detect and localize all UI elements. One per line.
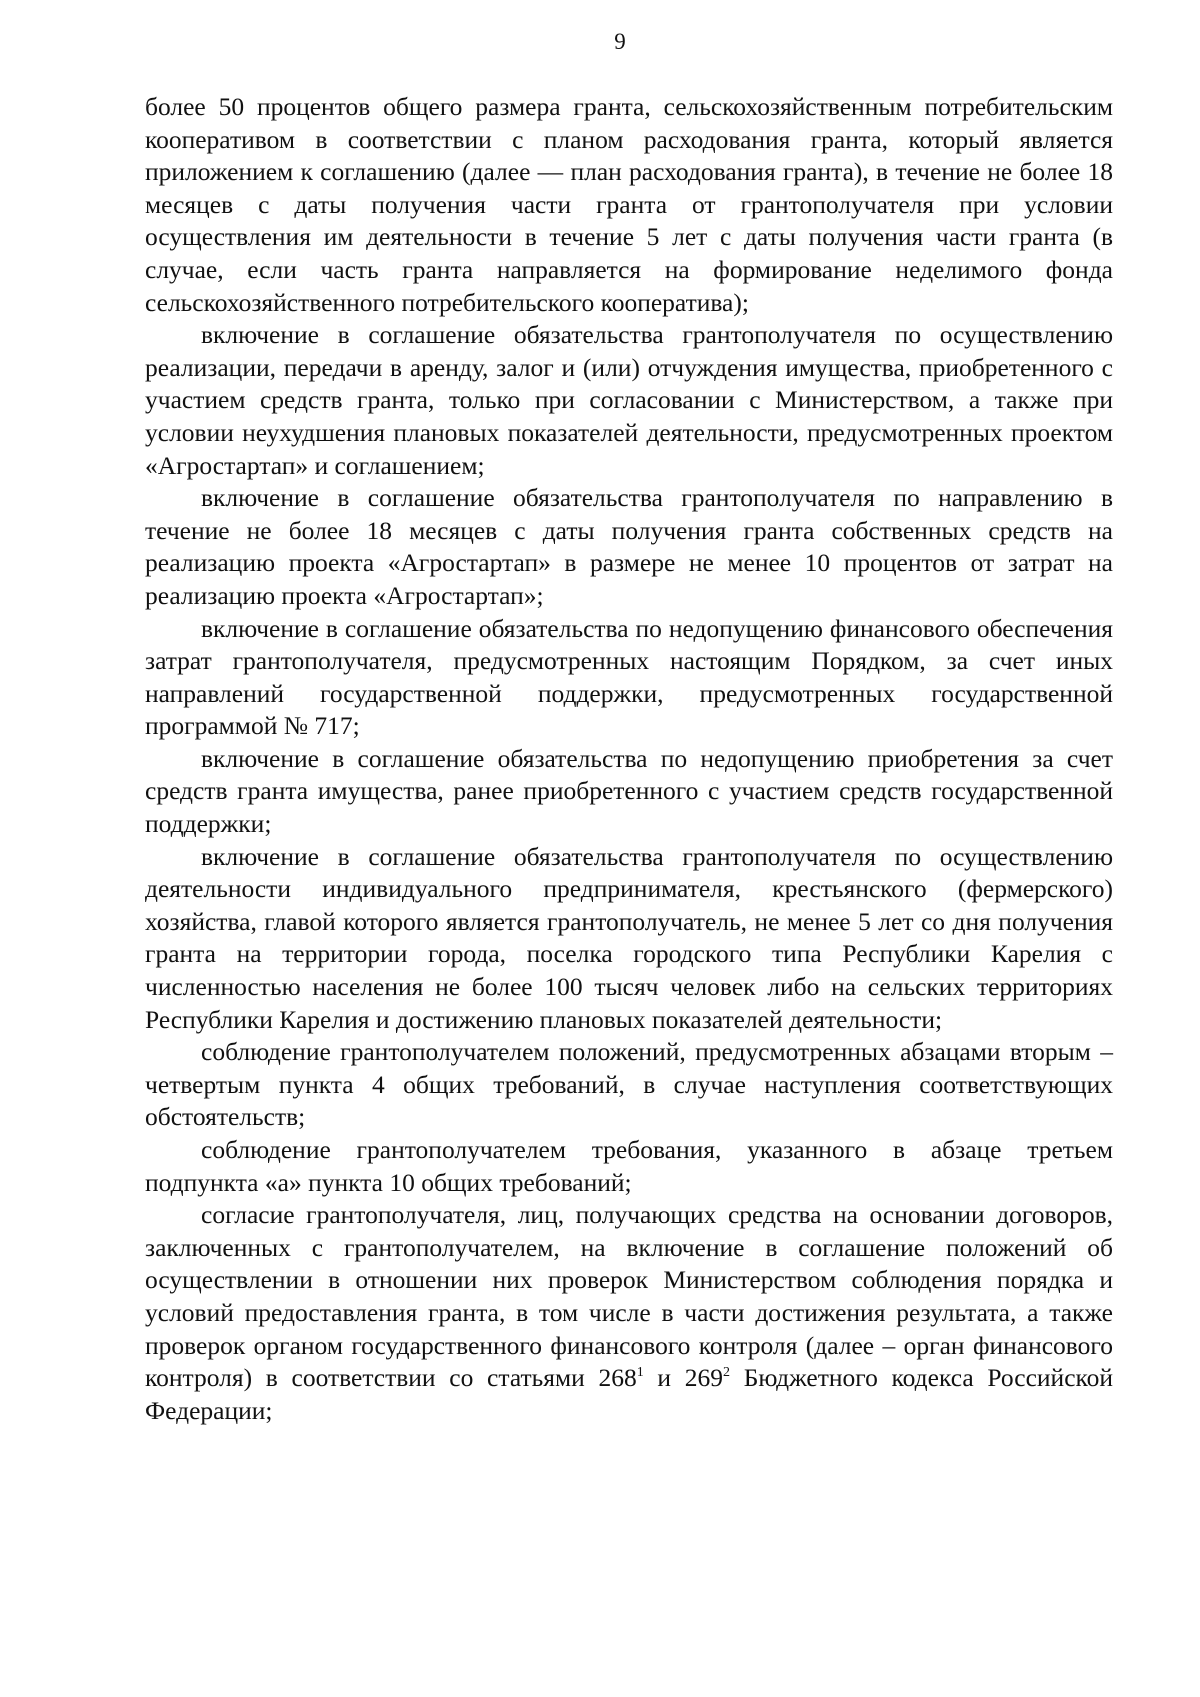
paragraph-3: включение в соглашение обязательства грантополучателя по направлению в течение не более 18 месяцев с даты получения гранта собственных средств на реализацию проекта «Агростартап» в размере не менее 10 процентов от затрат на реализацию проекта «Агростартап»; xyxy=(145,483,1113,610)
paragraph-2: включение в соглашение обязательства грантополучателя по осуществлению реализации, передачи в аренду, залог и (или) отчуждения имущества, приобретенного с участием средств гранта, только при согласовании с Министерством, а также при условии неухудшения плановых показателей деятельности, предусмотренных проектом «Агростартап» и соглашением; xyxy=(145,320,1113,480)
paragraph-5: включение в соглашение обязательства по недопущению приобретения за счет средств гранта имущества, ранее приобретенного с участием средств государственной поддержки; xyxy=(145,743,1113,839)
article-269-superscript: 2 xyxy=(723,1365,731,1381)
paragraph-8: соблюдение грантополучателем требования, указанного в абзаце третьем подпункта «а» пункта 10 общих требований; xyxy=(145,1135,1113,1197)
page-number: 9 xyxy=(614,29,626,54)
paragraph-6: включение в соглашение обязательства грантополучателя по осуществлению деятельности индивидуального предпринимателя, крестьянского (фермерского) хозяйства, главой которого является грантополучатель, не менее 5 лет со дня получения гранта на территории города, поселка городского типа Республики Карелия с численностью населения не более 100 тысяч человек либо на сельских территориях Республики Карелия и достижению плановых показателей деятельности; xyxy=(145,841,1113,1034)
paragraph-9-text-after: Бюджетного кодекса Российской Федерации; xyxy=(145,1363,1114,1425)
paragraph-4: включение в соглашение обязательства по недопущению финансового обеспечения затрат грантополучателя, предусмотренных настоящим Порядком, за счет иных направлений государственной поддержки, предусмотренных государственной программой № 717; xyxy=(145,613,1113,741)
paragraph-9-text-before: согласие грантополучателя, лиц, получающих средства на основании договоров, заключенных с грантополучателем, на включение в соглашение положений об осуществлении в отношении них проверок Министерством соблюдения порядка и условий предоставления гранта, в том числе в части достижения результата, а также проверок органом государственного финансового контроля (далее – орган финансового контроля) в соответствии со статьями 268 xyxy=(145,1200,1113,1393)
paragraph-7: соблюдение грантополучателем положений, предусмотренных абзацами вторым – четвертым пункта 4 общих требований, в случае наступления соответствующих обстоятельств; xyxy=(145,1037,1113,1132)
paragraph-9-text-middle: и 269 xyxy=(643,1363,724,1393)
document-body xyxy=(145,91,1113,1427)
paragraph-9 xyxy=(145,1199,1113,1427)
paragraph-1: более 50 процентов общего размера гранта, сельскохозяйственным потребительским кооперативом в соответствии с планом расходования гранта, который является приложением к соглашению (далее — план расходования гранта), в течение не более 18 месяцев с даты получения части гранта от грантополучателя при условии осуществления им деятельности в течение 5 лет с даты получения части гранта (в случае, если часть гранта направляется на формирование неделимого фонда сельскохозяйственного потребительского кооператива); xyxy=(145,92,1113,317)
article-268-superscript: 1 xyxy=(636,1365,644,1381)
